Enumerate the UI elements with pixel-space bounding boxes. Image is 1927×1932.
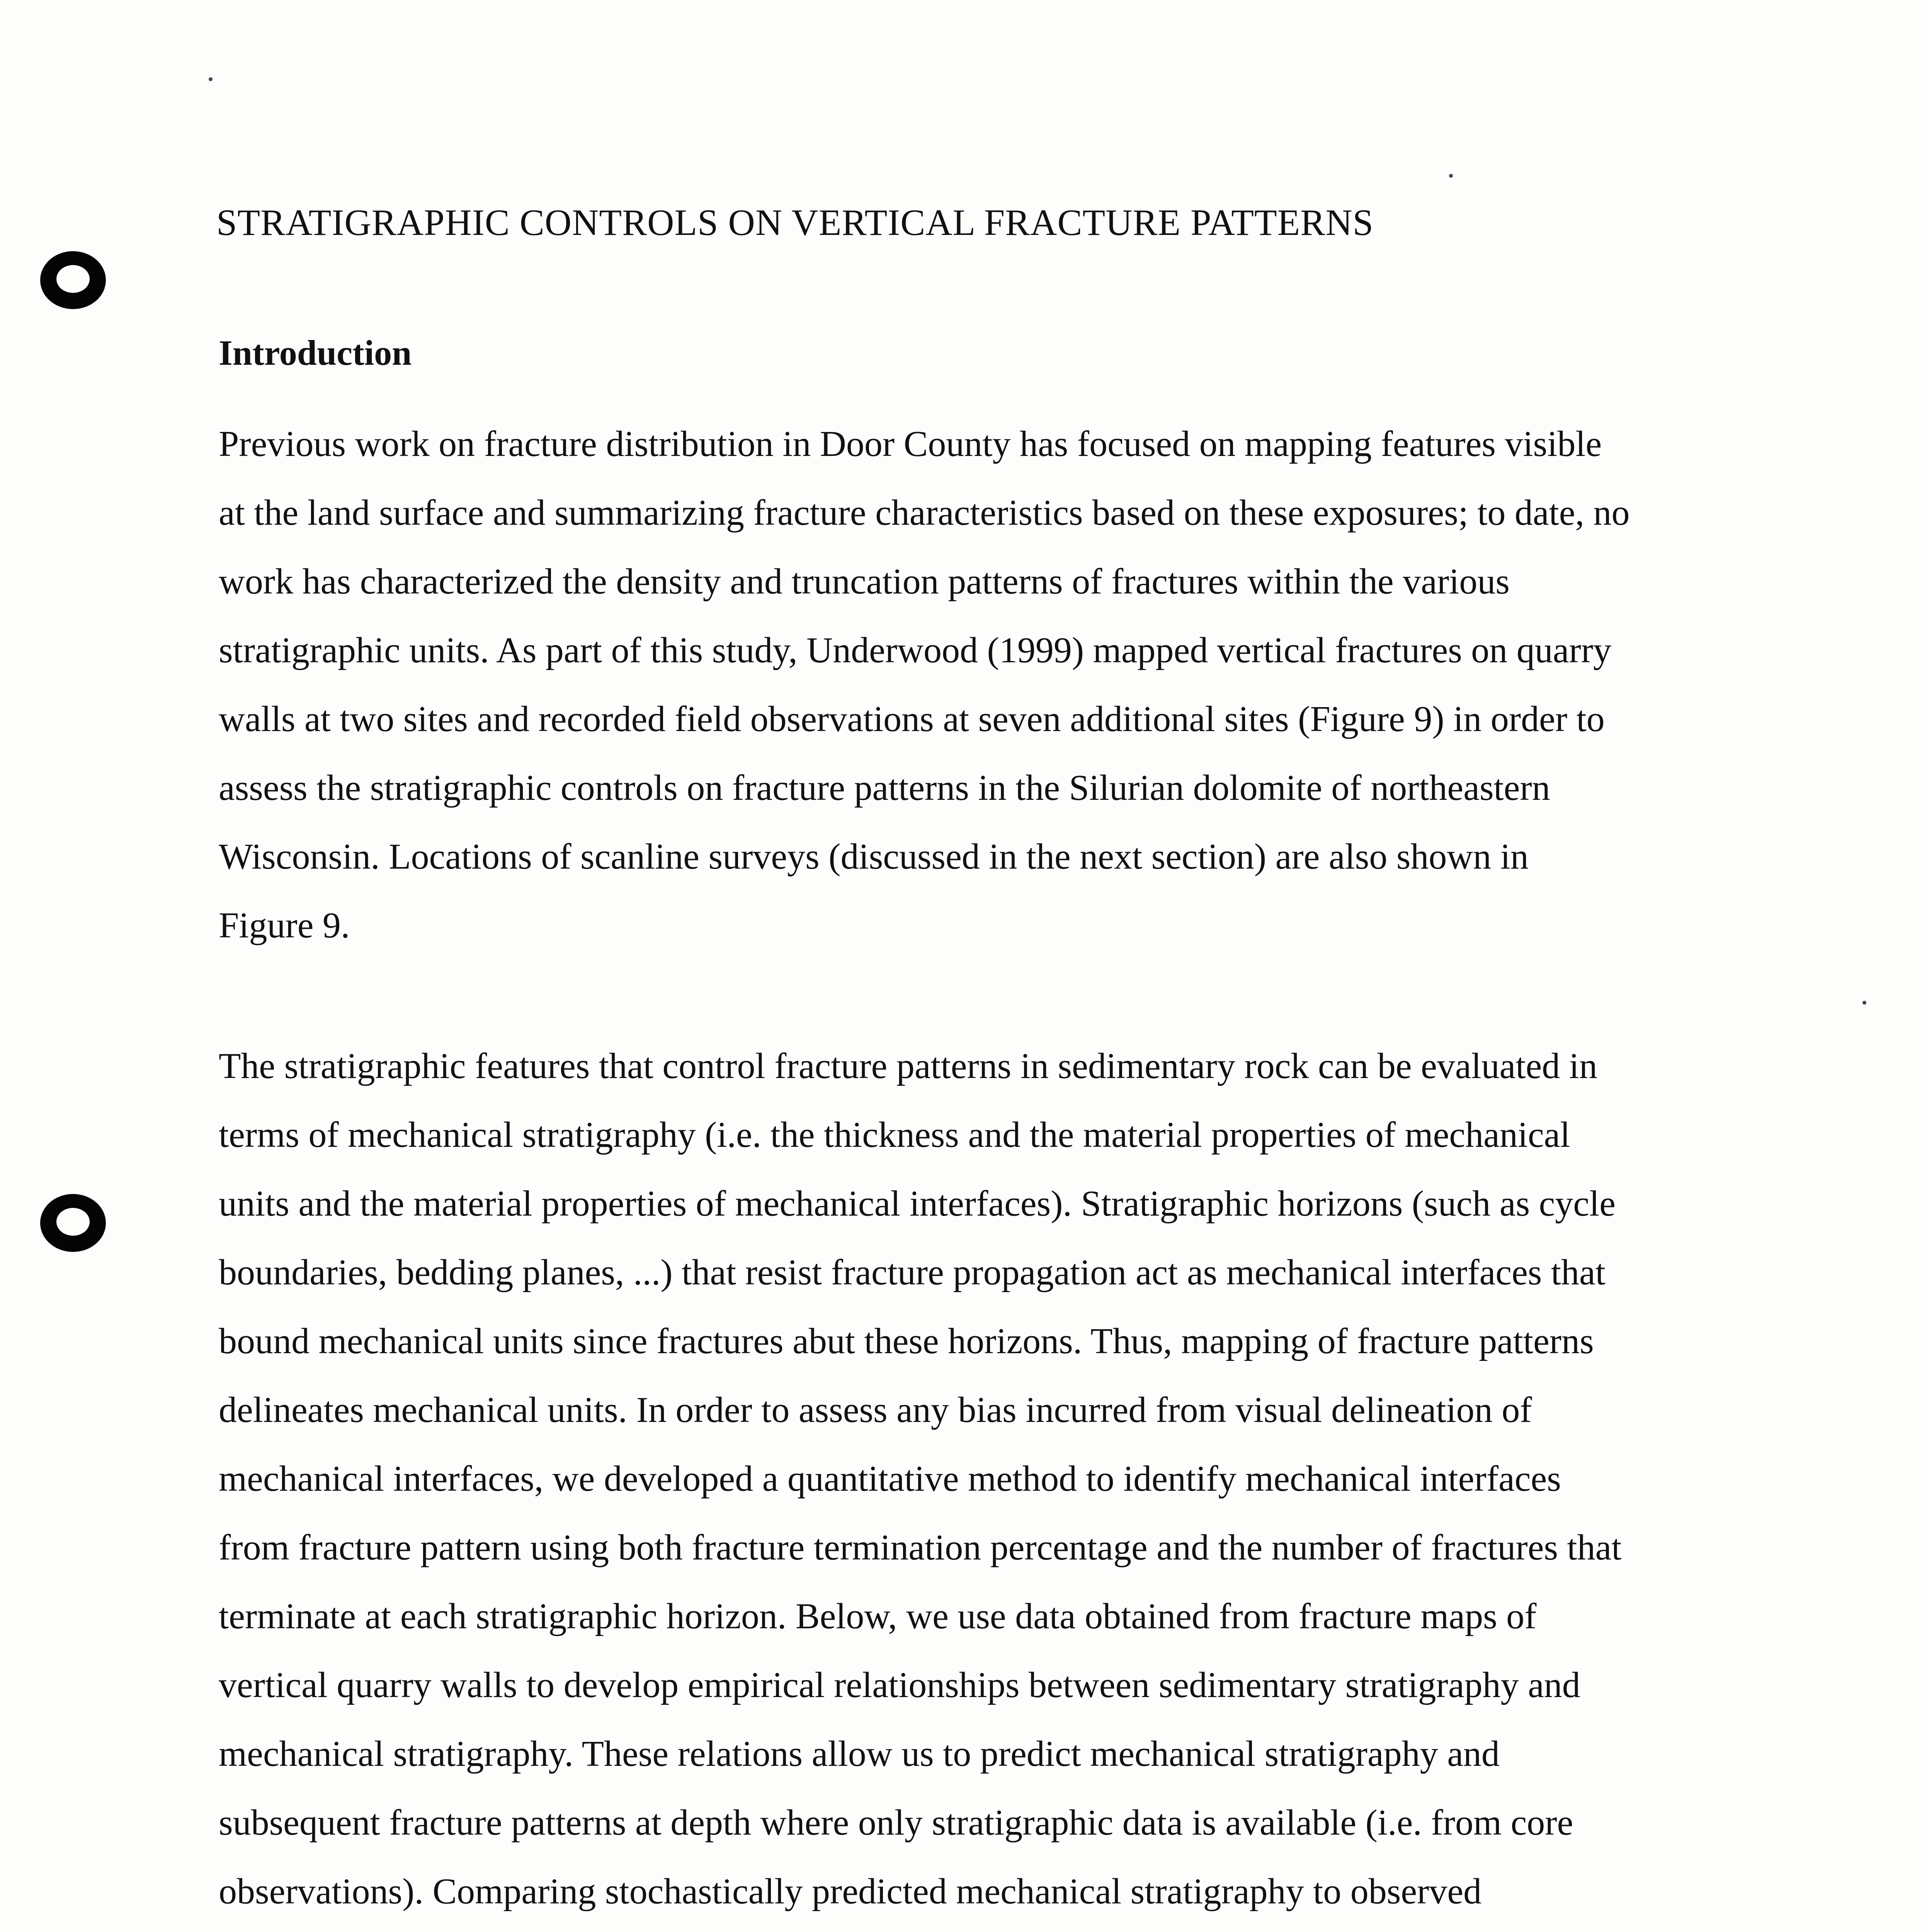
text-line	[219, 1926, 1726, 1932]
text-line: assess the stratigraphic controls on fracture patterns in the Silurian dolomite of northeastern	[219, 768, 1550, 808]
text-line: delineates mechanical units. In order to assess any bias incurred from visual delineation of	[219, 1390, 1532, 1430]
text-line: mechanical interfaces, we developed a quantitative method to identify mechanical interfaces	[219, 1459, 1561, 1499]
text-line: units and the material properties of mechanical interfaces). Stratigraphic horizons (such as cycle	[219, 1184, 1616, 1224]
text-line: from fracture pattern using both fracture termination percentage and the number of fractures that	[219, 1527, 1622, 1568]
text-line: The stratigraphic features that control fracture patterns in sedimentary rock can be evaluated in	[219, 1046, 1597, 1086]
text-line: bound mechanical units since fractures abut these horizons. Thus, mapping of fracture patterns	[219, 1321, 1594, 1361]
text-line: work has characterized the density and truncation patterns of fractures within the various	[219, 561, 1510, 602]
text-line: Wisconsin. Locations of scanline surveys (discussed in the next section) are also shown in	[219, 837, 1529, 877]
page-title: STRATIGRAPHIC CONTROLS ON VERTICAL FRACTURE PATTERNS	[216, 202, 1374, 243]
text-line: at the land surface and summarizing fracture characteristics based on these exposures; to date, no	[219, 493, 1630, 533]
scan-speck	[1862, 1001, 1866, 1005]
text-line: stratigraphic units. As part of this study, Underwood (1999) mapped vertical fractures on quarry	[219, 630, 1612, 670]
scan-speck	[209, 77, 213, 81]
text-line: terminate at each stratigraphic horizon. Below, we use data obtained from fracture maps of	[219, 1596, 1537, 1636]
section-heading: Introduction	[219, 333, 412, 372]
binder-hole-icon	[40, 1194, 106, 1252]
text-line: boundaries, bedding planes, ...) that resist fracture propagation act as mechanical interfaces that	[219, 1252, 1606, 1293]
text-line: observations). Comparing stochastically predicted mechanical stratigraphy to observed	[219, 1871, 1482, 1912]
paragraph-1	[219, 410, 1726, 960]
text-line: Previous work on fracture distribution in Door County has focused on mapping features visible	[219, 424, 1602, 464]
text-line: Figure 9.	[219, 905, 350, 946]
text-line: walls at two sites and recorded field observations at seven additional sites (Figure 9) in order to	[219, 699, 1605, 739]
text-line: terms of mechanical stratigraphy (i.e. the thickness and the material properties of mechanical	[219, 1115, 1570, 1155]
paragraph-2	[219, 1032, 1726, 1932]
text-line: vertical quarry walls to develop empirical relationships between sedimentary stratigraphy and	[219, 1665, 1580, 1705]
text-line: subsequent fracture patterns at depth where only stratigraphic data is available (i.e. from core	[219, 1803, 1573, 1843]
text-line: mechanical stratigraphy. These relations allow us to predict mechanical stratigraphy and	[219, 1734, 1500, 1774]
binder-hole-icon	[40, 251, 106, 309]
scan-speck	[1449, 174, 1453, 178]
